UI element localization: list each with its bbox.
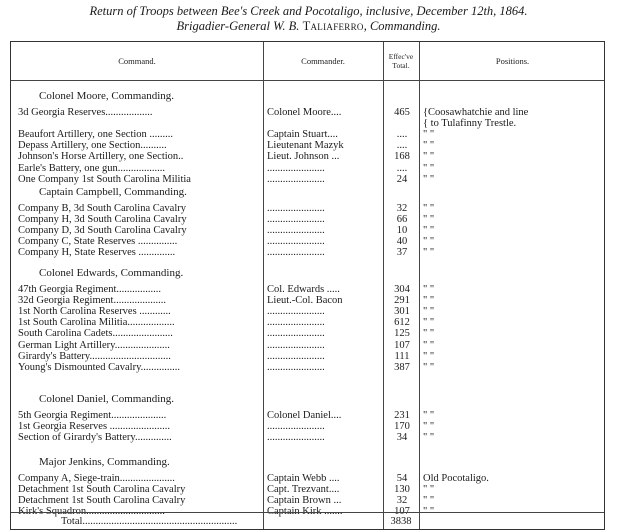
total-cell: 10 bbox=[396, 225, 408, 237]
total-value: 3838 bbox=[390, 516, 412, 527]
troop-table bbox=[10, 41, 605, 530]
position-cell: " " bbox=[423, 151, 435, 163]
commander-cell: ...................... bbox=[267, 203, 325, 214]
total-cell: .... bbox=[396, 129, 408, 141]
group-heading: Colonel Daniel, Commanding. bbox=[39, 393, 175, 405]
position-cell: " " bbox=[423, 295, 435, 307]
command-cell: Kirk's Squadron.............................. bbox=[18, 506, 165, 518]
command-cell: Company H, State Reserves .............. bbox=[18, 247, 176, 259]
commander-cell: ...................... bbox=[267, 361, 325, 373]
position-cell: " " bbox=[423, 432, 435, 444]
commander-cell: ...................... bbox=[267, 306, 325, 318]
total-cell: 170 bbox=[394, 421, 410, 433]
commander-cell: Colonel Daniel.... bbox=[267, 410, 342, 421]
table-header bbox=[11, 42, 604, 81]
commander-cell: Captain Kirk ....... bbox=[267, 506, 343, 518]
total-cell: 387 bbox=[394, 361, 410, 373]
total-cell: 130 bbox=[394, 484, 410, 496]
commander-cell: ...................... bbox=[267, 162, 325, 174]
commander-cell: ...................... bbox=[267, 421, 325, 433]
command-cell: Johnson's Horse Artillery, one Section.. bbox=[18, 151, 184, 163]
title-line-1: Return of Troops between Bee's Creek and Pocotaligo, inclusive, December 12th, 1864. bbox=[89, 4, 528, 18]
commander-cell: ...................... bbox=[267, 236, 325, 248]
commander-cell: Lieut. Johnson ... bbox=[267, 151, 340, 163]
command-cell: 1st South Carolina Militia.................. bbox=[18, 317, 175, 329]
total-cell: 107 bbox=[394, 339, 410, 351]
total-cell: 40 bbox=[396, 236, 408, 248]
command-cell: German Light Artillery..................... bbox=[18, 339, 170, 351]
commander-cell: Captain Stuart.... bbox=[267, 129, 338, 141]
position-cell: " " bbox=[423, 236, 435, 248]
command-cell: 3d Georgia Reserves.................. bbox=[18, 107, 153, 118]
total-cell: 107 bbox=[394, 506, 410, 518]
commander-cell: ...................... bbox=[267, 328, 325, 340]
column-divider bbox=[263, 42, 264, 529]
total-cell: 304 bbox=[394, 284, 410, 295]
command-cell: Section of Girardy's Battery.............. bbox=[18, 432, 172, 444]
position-cell: " " bbox=[423, 350, 435, 362]
total-cell: 168 bbox=[394, 151, 410, 163]
position-cell: " " bbox=[423, 328, 435, 340]
group-heading: Captain Campbell, Commanding. bbox=[39, 186, 187, 198]
position-cell: " " bbox=[423, 495, 435, 507]
header-command: Command. bbox=[118, 55, 156, 66]
position-cell: " " bbox=[423, 361, 435, 373]
total-cell: 231 bbox=[394, 410, 410, 421]
group-heading: Colonel Moore, Commanding. bbox=[39, 90, 175, 102]
command-cell: Depass Artillery, one Section.......... bbox=[18, 140, 167, 152]
position-cell: " " bbox=[423, 284, 435, 295]
commander-cell: ...................... bbox=[267, 247, 325, 259]
group-heading: Colonel Edwards, Commanding. bbox=[39, 267, 184, 279]
commander-cell: ...................... bbox=[267, 432, 325, 444]
total-label: Total........................................................... bbox=[61, 516, 238, 527]
position-cell: " " bbox=[423, 410, 435, 421]
total-cell: .... bbox=[396, 140, 408, 152]
total-cell: 111 bbox=[394, 350, 410, 362]
command-cell: Company A, Siege-train..................... bbox=[18, 473, 175, 484]
total-cell: 32 bbox=[396, 495, 408, 507]
position-cell: " " bbox=[423, 173, 435, 185]
position-cell: Old Pocotaligo. bbox=[423, 473, 489, 484]
command-cell: 32d Georgia Regiment.................... bbox=[18, 295, 166, 307]
commander-cell: ...................... bbox=[267, 350, 325, 362]
position-cell: " " bbox=[423, 306, 435, 318]
position-cell: {Coosawhatchie and line bbox=[423, 107, 529, 118]
total-cell: 37 bbox=[396, 247, 408, 259]
command-cell: 5th Georgia Regiment..................... bbox=[18, 410, 167, 421]
position-cell: " " bbox=[423, 129, 435, 141]
position-cell: " " bbox=[423, 506, 435, 518]
total-cell: 465 bbox=[394, 107, 410, 118]
command-cell: 1st North Carolina Reserves ............ bbox=[18, 306, 171, 318]
position-cell: " " bbox=[423, 421, 435, 433]
total-cell: 612 bbox=[394, 317, 410, 329]
total-cell: 66 bbox=[396, 214, 408, 226]
position-cell: " " bbox=[423, 484, 435, 496]
commander-cell: Lieut.-Col. Bacon bbox=[267, 295, 343, 307]
total-cell: 34 bbox=[396, 432, 408, 444]
total-cell: 24 bbox=[396, 173, 408, 185]
command-cell: Company C, State Reserves ............... bbox=[18, 236, 178, 248]
position-cell: " " bbox=[423, 162, 435, 174]
column-divider bbox=[419, 42, 420, 529]
title-name: Taliaferro bbox=[302, 19, 364, 33]
commander-cell: Lieutenant Mazyk bbox=[267, 140, 344, 152]
position-cell: { to Tulafinny Trestle. bbox=[423, 118, 517, 130]
position-cell: " " bbox=[423, 225, 435, 237]
header-total: Effec've Total. bbox=[388, 52, 414, 70]
total-separator bbox=[11, 512, 604, 513]
command-cell: Beaufort Artillery, one Section ......... bbox=[18, 129, 174, 141]
commander-cell: ...................... bbox=[267, 173, 325, 185]
total-cell: .... bbox=[396, 162, 408, 174]
command-cell: Young's Dismounted Cavalry............... bbox=[18, 361, 181, 373]
position-cell: " " bbox=[423, 214, 435, 226]
commander-cell: Capt. Trezvant.... bbox=[267, 484, 340, 496]
commander-cell: Colonel Moore.... bbox=[267, 107, 342, 118]
total-cell: 125 bbox=[394, 328, 410, 340]
header-positions: Positions. bbox=[495, 55, 530, 66]
total-cell: 291 bbox=[394, 295, 410, 307]
position-cell: " " bbox=[423, 247, 435, 259]
title-line-2 bbox=[0, 19, 617, 33]
position-cell: " " bbox=[423, 317, 435, 329]
header-commander: Commander. bbox=[301, 55, 345, 66]
command-cell: Company H, 3d South Carolina Cavalry bbox=[18, 214, 187, 226]
commander-cell: ...................... bbox=[267, 225, 325, 237]
command-cell: Earle's Battery, one gun.................. bbox=[18, 162, 166, 174]
command-cell: 1st Georgia Reserves ....................... bbox=[18, 421, 171, 433]
title-suffix: , Commanding. bbox=[363, 19, 441, 33]
commander-cell: Col. Edwards ..... bbox=[267, 284, 340, 295]
command-cell: Girardy's Battery............................... bbox=[18, 350, 171, 362]
command-cell: Company B, 3d South Carolina Cavalry bbox=[18, 203, 186, 214]
command-cell: Detachment 1st South Carolina Cavalry bbox=[18, 484, 186, 496]
title-prefix: Brigadier-General W. B. bbox=[176, 19, 300, 33]
total-cell: 54 bbox=[396, 473, 408, 484]
commander-cell: ...................... bbox=[267, 339, 325, 351]
total-cell: 32 bbox=[396, 203, 408, 214]
group-heading: Major Jenkins, Commanding. bbox=[39, 456, 170, 468]
command-cell: Detachment 1st South Carolina Cavalry bbox=[18, 495, 186, 507]
commander-cell: Captain Brown ... bbox=[267, 495, 342, 507]
commander-cell: ...................... bbox=[267, 214, 325, 226]
commander-cell: ...................... bbox=[267, 317, 325, 329]
command-cell: One Company 1st South Carolina Militia bbox=[18, 173, 191, 185]
position-cell: " " bbox=[423, 203, 435, 214]
position-cell: " " bbox=[423, 339, 435, 351]
commander-cell: Captain Webb .... bbox=[267, 473, 340, 484]
total-cell: 301 bbox=[394, 306, 410, 318]
position-cell: " " bbox=[423, 140, 435, 152]
command-cell: Company D, 3d South Carolina Cavalry bbox=[18, 225, 187, 237]
command-cell: South Carolina Cadets....................... bbox=[18, 328, 173, 340]
command-cell: 47th Georgia Regiment................. bbox=[18, 284, 161, 295]
